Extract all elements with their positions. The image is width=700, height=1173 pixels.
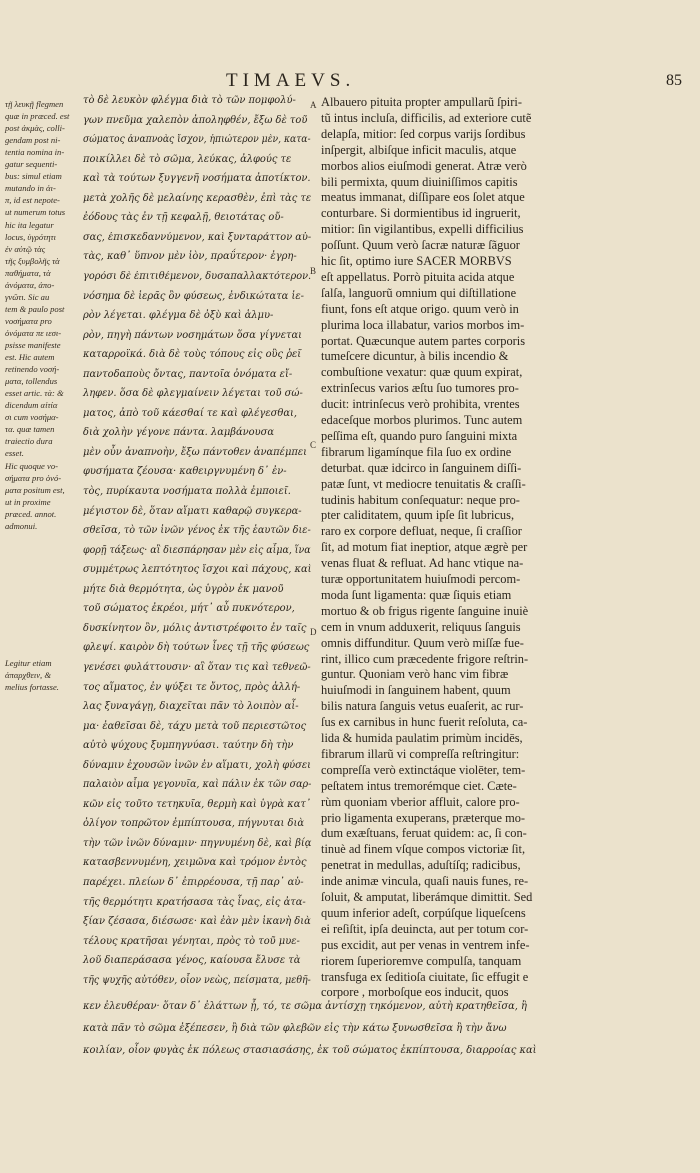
latin-line: fibrarum illarũ vi compreſſa reſtringitur:	[321, 746, 520, 761]
greek-line: φυσήματα ζέουσα· καθειργνυμένη δ᾽ ἐν-	[83, 466, 287, 478]
greek-line: λοῦ διαπεράσασα γένος, καίουσα ἔλυσε τὰ	[83, 955, 301, 967]
latin-line: rùm quoniam vberior affluit, calore pro-	[321, 794, 520, 809]
latin-line: pus excidit, aut per venas in ventrem infe-	[321, 937, 530, 952]
section-letter-a: A	[310, 100, 317, 110]
greek-line: αὐτὸ ψύχους ξυμπηγνύασι. ταύτην δὴ τὴν	[83, 740, 294, 752]
latin-line: tumeſcere dicuntur, à bilis incendio &	[321, 349, 509, 364]
margin-note: σήματα pro ὀνό-	[5, 472, 62, 483]
latin-line: dum exæſtuans, feruat quidem: ac, ſi con-	[321, 826, 527, 841]
greek-line: ἐόδους τὰς ἐν τῇ κεφαλῇ, θειοτάτας οὔ-	[83, 212, 284, 224]
greek-full-width-line: κοιλίαν, οἷον φυγὰς ἐκ πόλεως στασιασάσης, ἐκ τοῦ σώματος ἐκπίπτουσα, διαρροίας καὶ	[83, 1045, 537, 1056]
greek-line: λας ξυναγάγῃ, διαχεῖται πᾶν τὸ λοιπὸν αἷ-	[83, 701, 299, 713]
section-letter-b: B	[310, 266, 317, 276]
latin-line: mortuo & ob frigus rigente ſanguine inuiè	[321, 603, 529, 618]
greek-full-width-line: κατὰ πᾶν τὸ σῶμα ἐξέπεσεν, ἢ διὰ τῶν φλεβῶν εἰς τὴν κάτω ξυνωσθεῖσα ἢ τὴν ἄνω	[83, 1023, 507, 1034]
latin-line: Albauero pituita propter ampullarũ ſpiri-	[321, 95, 522, 109]
margin-note: quæ in præced. est	[5, 111, 70, 122]
greek-line: παρέχει. πλείων δ᾽ ἐπιρρέουσα, τῇ παρ᾽ αὑ-	[83, 877, 304, 888]
latin-line: extrinſecus varios æſtu ſuo tumores pro-	[321, 381, 519, 396]
greek-line: τος αἵματος, ἐν ψύξει τε ὄντος, πρὸς ἀλλή-	[83, 681, 301, 693]
latin-line: edaceſque morbos plurimos. Tunc autem	[321, 413, 523, 427]
margin-note: psisse manifeste	[5, 340, 61, 350]
latin-line: fibrarum ligamínque fila ſuo ex ordine	[321, 444, 512, 459]
greek-line: φορῇ τάξεως· αἳ διεσπάρησαν μὲν εἰς αἷμα, ἵνα	[83, 544, 311, 556]
latin-line: ſit, ad motum fiat ineptior, atque ægrè per	[321, 540, 528, 555]
margin-note: gatur sequenti-	[5, 159, 58, 170]
greek-line: μέγιστον δὲ, ὅταν αἵματι καθαρῷ συγκερα-	[83, 505, 302, 517]
margin-note: νοσήματα pro	[5, 315, 52, 326]
latin-line: ſoluit, & amputat, liberámque dimittit. Sed	[321, 890, 533, 904]
margin-note: admonui.	[5, 520, 38, 531]
latin-line: quum inferior adeſt, corpúſque liqueſcens	[321, 905, 526, 920]
latin-line: guntur. Quoniam verò hanc vim fibræ	[321, 667, 509, 682]
margin-note: σι cum νοσήμα-	[5, 412, 59, 423]
greek-full-width-line: κεν ἐλευθέραν· ὅταν δ᾽ ἐλάττων ᾖ, τό, τε σῶμα ἀντίσχῃ τηκόμενον, αὐτὴ κρατηθεῖσα, ἢ	[83, 1001, 527, 1012]
latin-line: transfuga ex ſeditioſa ciuitate, ſic effugit e	[321, 969, 529, 984]
greek-line: σθεῖσα, τὸ τῶν ἰνῶν γένος ἐκ τῆς ἑαυτῶν διε-	[83, 525, 311, 537]
margin-note: τα. quæ tamen	[5, 424, 55, 435]
latin-line: tudinis habitum conſequatur: neque pro-	[321, 492, 520, 507]
greek-line: καὶ τὰ τούτων ξυγγενῆ νοσήματα ἀποτίκτον.	[83, 173, 311, 185]
margin-note: Legitur etiam	[5, 658, 52, 668]
latin-line: bili permixta, quum diuiniſſimos capitis	[321, 174, 518, 189]
latin-line: penetrat in medullas, aduſtíſq; radicibus,	[321, 858, 521, 873]
latin-line: inſpergit, albiſque inficit maculis, atque	[321, 142, 517, 157]
margin-note: ut in proxime	[5, 496, 51, 507]
latin-line: portat. Quæcunque autem partes corporis	[321, 333, 526, 348]
greek-line: ληφεν. ὅσα δὲ φλεγμαίνειν λέγεται τοῦ σώ-	[83, 388, 303, 400]
latin-line: conturbare. Si dormientibus id ingruerit,	[321, 206, 521, 221]
greek-line: παντοδαποὺς ὄντας, παντοῖα ὀνόματα εἴ-	[83, 368, 293, 380]
greek-line: ρὸν λέγεται. φλέγμα δὲ ὀξὺ καὶ ἁλμυ-	[83, 310, 274, 322]
latin-line: omnis diffunditur. Quum verò miſſæ fue-	[321, 635, 524, 650]
margin-note: τῇ λευκῇ flegmen	[5, 99, 64, 109]
greek-line: συμμέτρως λεπτότητος ἴσχοι καὶ πάχους, καὶ	[83, 564, 312, 576]
greek-line: ποικίλλει δὲ τὸ σῶμα, λεύκας, ἀλφούς τε	[83, 153, 292, 165]
greek-line: τῆς θερμότητι κρατήσασα τὰς ἶνας, εἰς ἀτα-	[83, 896, 306, 908]
greek-line: διὰ χολὴν γέγονε πάντα. λαμβάνουσα	[83, 427, 275, 439]
margin-note: bus: simul etiam	[5, 171, 62, 182]
latin-line: compreſſa verò extinctáque violēter, tem-	[321, 762, 526, 777]
greek-line: τέλους κρατῆσαι γένηται, πρὸς τὸ τοῦ μυε-	[83, 935, 300, 947]
greek-line: δύναμιν ἐχουσῶν ἰνῶν ἐν αἵματι, χολὴ φύσει	[83, 759, 312, 771]
latin-line: rint, illico cum præcedente frigore reſtrin-	[321, 651, 529, 666]
margin-note: ματα positum est,	[5, 484, 65, 495]
margin-note: locus, ὑγρότητι	[5, 231, 56, 242]
greek-line: ὀλίγον τοπρῶτον ἐμπίπτουσα, πήγνυται διὰ	[83, 818, 304, 830]
greek-line: μετὰ χολῆς δὲ μελαίνης κερασθὲν, ἐπὶ τὰς τε	[83, 192, 312, 204]
latin-line: inde animæ vincula, quaſi nauis funes, re-	[321, 874, 529, 889]
greek-line: κατασβεννυμένη, χειμῶνα καὶ τρόμον ἐντὸς	[83, 857, 307, 869]
greek-line: νόσημα δὲ ἱερᾶς ὂν φύσεως, ἐνδικώτατα ἱε-	[83, 290, 304, 302]
margin-note: hic ita legatur	[5, 219, 54, 230]
greek-line: καταρροϊκά. διὰ δὲ τοὺς τόπους εἰς οὓς ῥεῖ	[83, 349, 302, 361]
latin-line: venas fluat & refluat. Ad hanc vtique na-	[321, 556, 524, 571]
latin-line: cem in vnum adduxerit, reliquus ſanguis	[321, 619, 521, 634]
greek-line: παλαιὸν αἷμα γεγονυῖα, καὶ πάλιν ἐκ τῶν σαρ-	[83, 779, 312, 791]
page-number: 85	[666, 72, 682, 89]
margin-note: retinendo νοσή-	[5, 364, 60, 375]
margin-note: melius fortasse.	[5, 682, 59, 693]
greek-line: ξίαν ζέσασα, διέσωσε· καὶ ἐὰν μὲν ἱκανὴ διὰ	[83, 916, 311, 928]
latin-line: plurima loca illabatur, varios morbos im-	[321, 317, 525, 332]
latin-line: ſalſa, languorũ omnium qui diſtillatione	[321, 285, 517, 300]
latin-line: delapſa, mitior: ſed corpus varijs ſordibus	[321, 126, 526, 141]
greek-line: τὸ δὲ λευκὸν φλέγμα διὰ τὸ τῶν πομφολύ-	[83, 95, 296, 106]
greek-line: μὲν οὖν ἀναπνοὴν, ἔξω πάντοθεν ἀναπέμπει	[83, 446, 308, 458]
latin-line: riorem ſuperioremve compulſa, tanquam	[321, 953, 522, 968]
greek-line: δυσκίνητον ὂν, μόλις ἀντιστρέφοιτο ἐν ταῖς	[83, 622, 307, 634]
margin-note: gendam post ni-	[5, 135, 61, 146]
latin-line: huiuſmodi in ſanguinem habent, quum	[321, 683, 511, 698]
greek-line: τὴν τῶν ἰνῶν δύναμιν· πηγνυμένη δὲ, καὶ βίᾳ	[83, 837, 312, 849]
latin-line: poſſunt. Quum verò ſacræ naturæ ſãguor	[321, 238, 520, 253]
latin-line: meatus immanat, diſſipare eos ſolet atque	[321, 190, 525, 205]
margin-note: τῆς ξυμβολῆς τὰ	[5, 255, 60, 266]
margin-note: ὀνόματα πε ιεσι-	[5, 327, 62, 338]
margin-note: esset artic. τὰ: &	[5, 388, 64, 399]
page-header	[0, 70, 700, 92]
section-letter-d: D	[310, 627, 317, 637]
margin-note: tem & paulo post	[5, 303, 65, 314]
margin-note: esset.	[5, 448, 24, 459]
latin-line: deturbat. quæ idcirco in ſanguinem diſſi-	[321, 460, 522, 475]
latin-line: fiunt, fons eſt atque origo. quum verò in	[321, 301, 519, 316]
margin-note: post ἀκμὰς, colli-	[5, 123, 65, 134]
greek-line: τὸς, πυρίκαυτα νοσήματα πολλὰ ἐμποιεῖ.	[83, 486, 291, 497]
latin-line: morbos alios eiuſmodi generat. Atræ verò	[321, 158, 527, 173]
latin-line: peſſima eſt, quando puro ſanguini mixta	[321, 428, 518, 443]
latin-line: prio ligamenta exuperans, præterque mo-	[321, 810, 526, 825]
greek-line: κῶν εἰς τοῦτο τετηκυῖα, θερμὴ καὶ ὑγρὰ κατ᾽	[83, 798, 311, 810]
margin-note: præced. annot.	[5, 508, 57, 519]
latin-line: ſus ex carnibus in hunc fuerit reſoluta, ca-	[321, 715, 528, 730]
greek-line: τὰς, καθ᾽ ὕπνον μὲν ἰὸν, πραΰτερον· ἐγρη-	[83, 251, 297, 263]
latin-line: bilis natura ſanguis vetus euaſerit, ac rur-	[321, 699, 524, 714]
margin-note: ἐν αὐτῷ τὰς	[5, 243, 46, 254]
greek-line: τοῦ σώματος ἐκρέοι, μήτ᾽ αὖ πυκνότερον,	[83, 603, 295, 615]
latin-line: combuſtione vexatur: quæ quum expirat,	[321, 365, 523, 380]
greek-line: μα· ἐαθεῖσαι δὲ, τάχυ μετὰ τοῦ περιεστῶτος	[83, 720, 307, 732]
latin-line: ducit: intrinſecus verò prohibita, vrentes	[321, 397, 520, 412]
latin-line: patæ ſunt, vt mediocre tenuitatis & craſſi-	[321, 476, 526, 491]
latin-line: pter caliditatem, quum ipſe ſit lubricus,	[321, 508, 515, 523]
greek-line: μήτε διὰ θερμότητα, ὡς ὑγρὸν ἐκ μανοῦ	[83, 583, 284, 595]
greek-line: ρὸν, πηγὴ πάντων νοσημάτων ὅσα γίγνεται	[83, 329, 303, 341]
greek-line: τῆς ψυχῆς αὐτόθεν, οἷον νεὼς, πείσματα, μεθῆ-	[83, 974, 311, 986]
margin-note: traiectio dura	[5, 436, 53, 447]
margin-note: dicendum αἰτία	[5, 400, 58, 411]
latin-line: mitior: ſin vigilantibus, expelli difficilius	[321, 222, 524, 237]
latin-line: moda ſunt ligamenta: quæ ſiquis etiam	[321, 587, 512, 602]
margin-note: tentia nomina in-	[5, 147, 65, 158]
greek-line: γων πνεῦμα χαλεπὸν ἀποληφθέν, ἔξω δὲ τοῦ	[83, 114, 308, 126]
latin-line: raro ex corpore defluat, neque, ſi craſſior	[321, 524, 522, 539]
latin-line: turæ opportunitatem huiuſmodi percom-	[321, 572, 521, 586]
margin-note: est. Hic autem	[5, 352, 55, 363]
latin-line: eſt appellatus. Porrò pituita acida atque	[321, 269, 515, 284]
margin-note: π, id est nepote-	[5, 195, 60, 206]
greek-line: ματος, ἀπὸ τοῦ κάεσθαί τε καὶ φλέγεσθαι,	[83, 407, 298, 419]
latin-line: corpore , morboſque eos inducit, quos	[321, 985, 509, 1000]
section-letter-c: C	[310, 440, 317, 450]
greek-line: σας, ἐπισκεδαννύμενον, καὶ ξυνταράττον αὐ-	[83, 231, 312, 243]
greek-line: φλεψί. καιρὸν δὴ τούτων ἶνες τῇ τῆς φύσεως	[83, 642, 310, 654]
margin-note: ἀνόματα, ἀπο-	[5, 279, 55, 290]
margin-note: γνῶτι. Sic au	[5, 291, 50, 302]
margin-note: Hic quoque νο-	[5, 460, 58, 471]
margin-note: ἀπαρχθειν, &	[5, 670, 52, 681]
latin-line: tũ intus incluſa, difficilis, ad exteriore cutẽ	[321, 110, 532, 125]
margin-note: ματα, tollendus	[5, 376, 58, 387]
latin-line: tinuè ad finem vſque compos victoriæ ſit,	[321, 842, 526, 857]
greek-line: γενέσει φυλάττουσιν· αἳ ὅταν τις καὶ τεθνεῶ-	[83, 661, 311, 673]
margin-note: ut numerum totus	[5, 207, 66, 218]
running-title: TIMAEVS.	[226, 70, 356, 91]
latin-line: hic ſit, optimo iure SACER MORBVS	[321, 254, 512, 268]
margin-note: mutando in ἀι-	[5, 183, 56, 194]
latin-line: lida & humida paulatim primùm incidēs,	[321, 731, 523, 745]
greek-line: σώματος ἀναπνοὰς ἴσχον, ἠπιώτερον μὲν, κατα-	[83, 134, 311, 146]
latin-line: peſtatem intus tremorémque ciet. Cæte-	[321, 778, 517, 793]
greek-line: γορόσι δὲ ἐπιτιθέμενον, δυσαπαλλακτότερον.	[83, 270, 312, 282]
margin-note: παθήματα, τὰ	[5, 267, 51, 278]
latin-line: ei reſiſtit, ipſa deuincta, aut per totum cor-	[321, 921, 529, 936]
